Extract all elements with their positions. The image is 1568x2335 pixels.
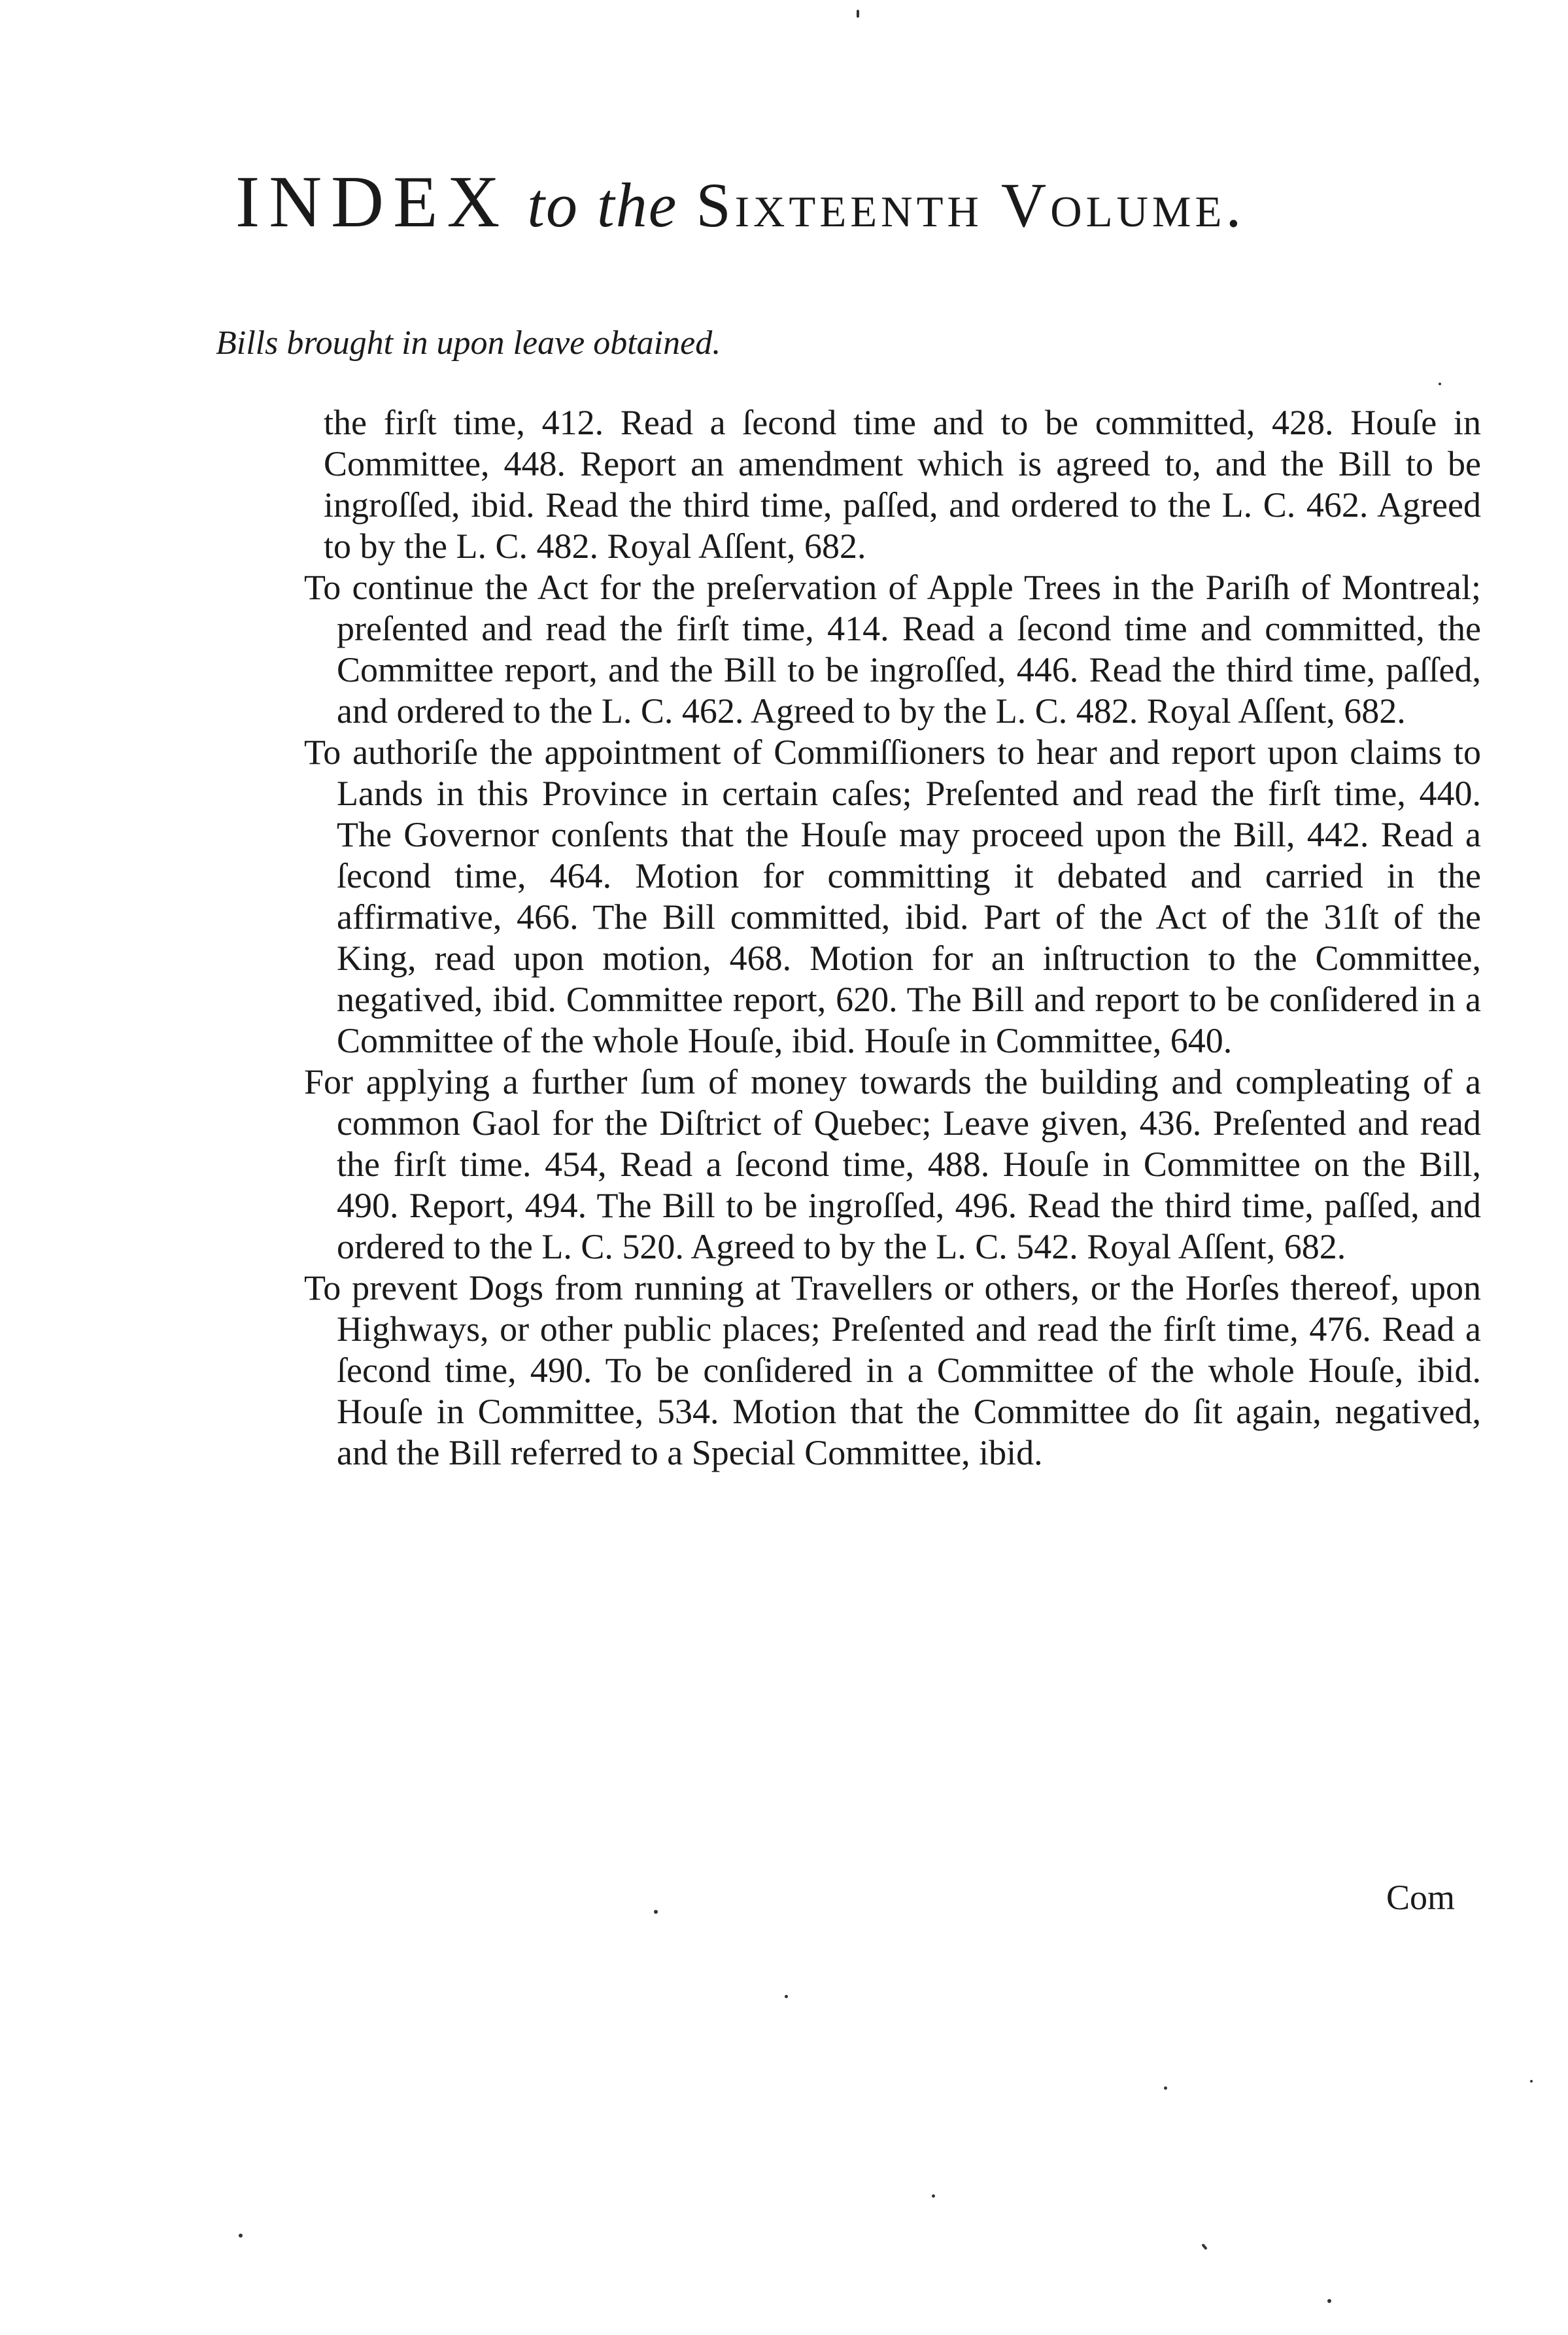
index-entry: For applying a further ſum of money towards the building and compleating of a common Gaol for the Diſtrict of Quebec; Leave given, 436. Preſented and read the firſt time. 454, Read a ſecond time, 488. Houſe in Committee on the Bill, 490. Report, 494. The Bill to be ingroſſed, 496. Read the third time, paſſed, and ordered to the L. C. 520. Agreed to by the L. C. 542. Royal Aſſent, 682.	[304, 1062, 1481, 1266]
page-title	[235, 160, 1478, 245]
index-entry: the firſt time, 412. Read a ſecond time and to be committed, 428. Houſe in Committee, 448. Report an amendment which is agreed to, and the Bill to be ingroſſed, ibid. Read the third time, paſſed, and ordered to the L. C. 462. Agreed to by the L. C. 482. Royal Aſſent, 682.	[324, 403, 1481, 566]
print-speck	[654, 1910, 658, 1914]
print-speck	[1201, 2243, 1207, 2250]
index-entry: To prevent Dogs from running at Travellers or others, or the Horſes thereof, upon Highways, or other public places; Preſented and read the firſt time, 476. Read a ſecond time, 490. To be conſidered in a Committee of the whole Houſe, ibid. Houſe in Committee, 534. Motion that the Committee do ſit again, negatived, and the Bill referred to a Special Committee, ibid.	[304, 1268, 1481, 1472]
section-subheading: Bills brought in upon leave obtained.	[216, 324, 721, 362]
index-entry: To continue the Act for the preſervation of Apple Trees in the Pariſh of Montreal; preſented and read the firſt time, 414. Read a ſecond time and committed, the Committee report, and the Bill to be ingroſſed, 446. Read the third time, paſſed, and ordered to the L. C. 462. Agreed to by the L. C. 482. Royal Aſſent, 682.	[304, 568, 1481, 731]
title-the: the	[597, 170, 678, 240]
print-speck	[1164, 2086, 1167, 2090]
title-to: to	[527, 170, 579, 240]
index-entry: To authoriſe the appointment of Commiſſioners to hear and report upon claims to Lands in this Province in certain caſes; Preſented and read the firſt time, 440. The Governor conſents that the Houſe may proceed upon the Bill, 442. Read a ſecond time, 464. Motion for committing it debated and carried in the affirmative, 466. The Bill committed, ibid. Part of the Act of the 31ſt of the King, read upon motion, 468. Motion for an inſtruction to the Committee, negatived, ibid. Committee report, 620. The Bill and report to be conſidered in a Committee of the whole Houſe, ibid. Houſe in Committee, 640.	[304, 733, 1481, 1060]
print-speck	[239, 2234, 243, 2238]
print-speck	[932, 2194, 935, 2198]
print-speck	[1327, 2299, 1331, 2303]
title-index-word: INDEX	[235, 162, 509, 243]
print-speck	[1530, 2080, 1533, 2083]
catchword: Com	[1386, 1878, 1456, 1917]
index-entries	[304, 402, 1481, 1474]
title-volume: Volume.	[1000, 170, 1246, 240]
print-speck	[785, 1995, 788, 1998]
title-sixteenth: Sixteenth	[696, 170, 983, 240]
print-speck	[857, 10, 859, 18]
print-speck	[1439, 383, 1441, 385]
